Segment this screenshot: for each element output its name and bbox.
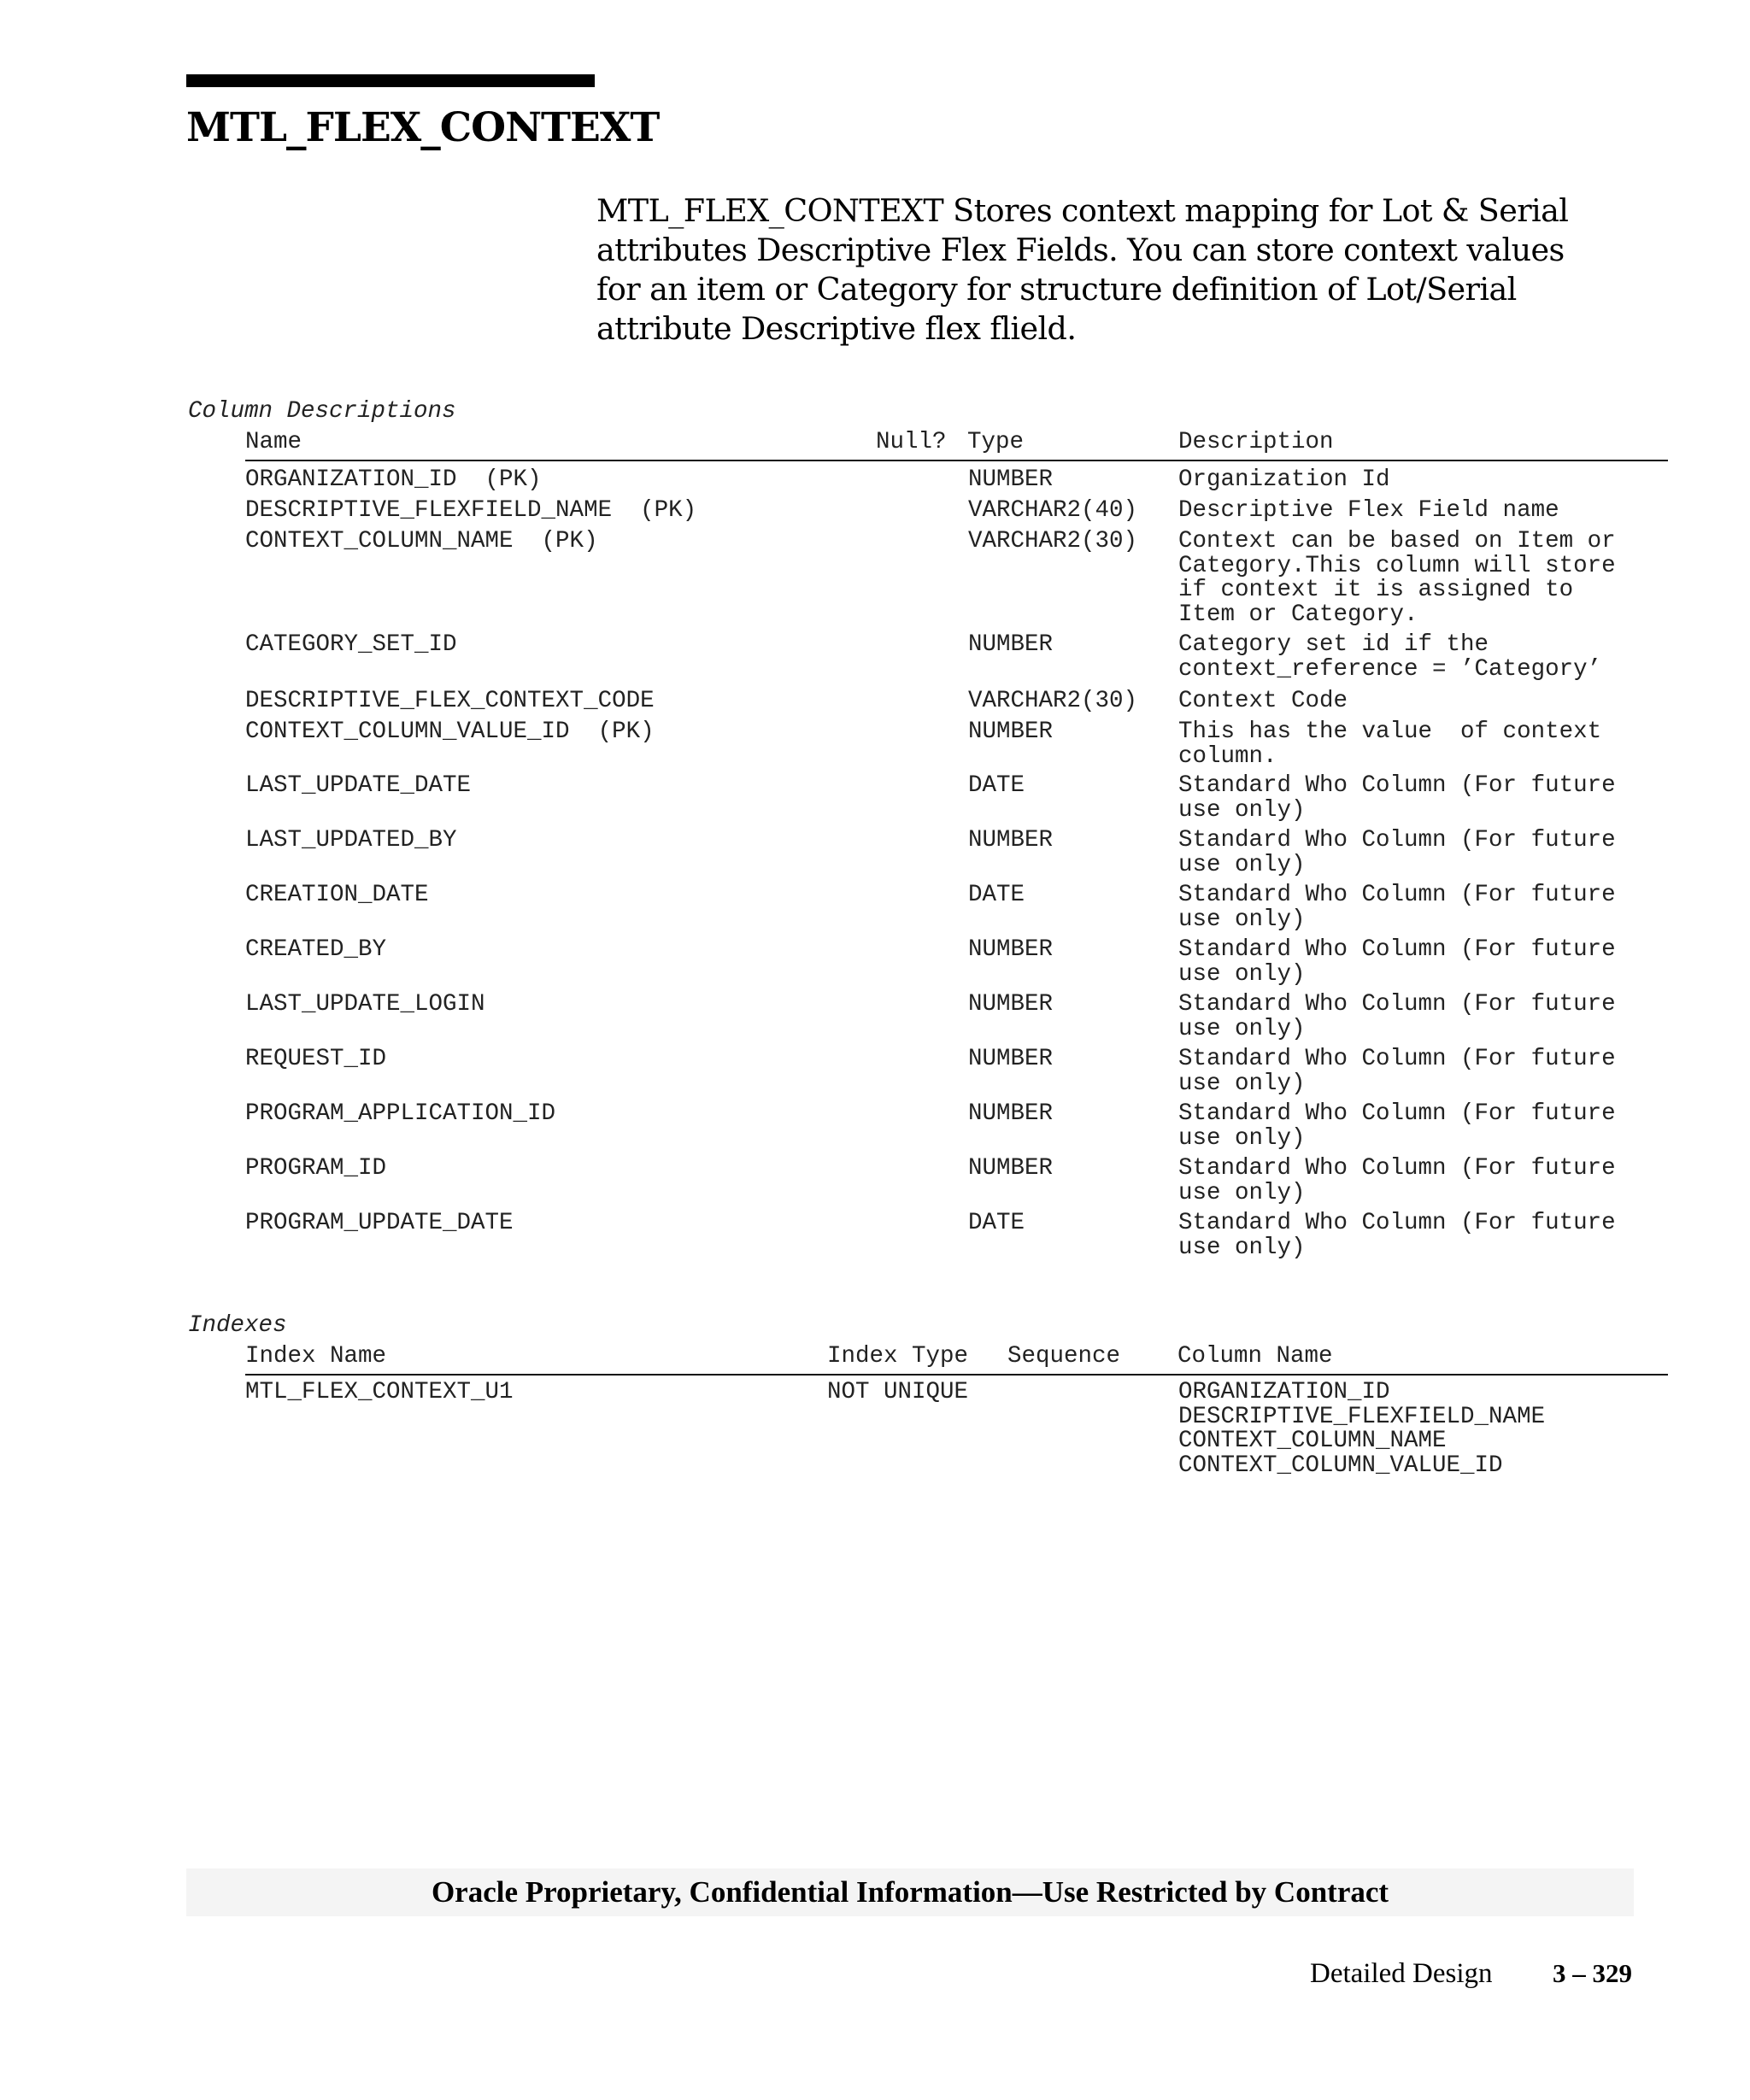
- column-name: ORGANIZATION_ID (PK): [245, 466, 542, 493]
- column-type: NUMBER: [968, 936, 1054, 963]
- header-index-type: Index Type: [827, 1343, 969, 1370]
- column-type: VARCHAR2(30): [968, 688, 1138, 714]
- index-column-name: CONTEXT_COLUMN_VALUE_ID: [1178, 1452, 1503, 1479]
- column-name: CONTEXT_COLUMN_VALUE_ID (PK): [245, 719, 655, 745]
- column-description: Standard Who Column (For future use only): [1178, 882, 1616, 933]
- column-descriptions-title: Column Descriptions: [188, 398, 456, 425]
- column-type: NUMBER: [968, 1046, 1054, 1072]
- page-number: 3 – 329: [1553, 1958, 1632, 1988]
- column-type: NUMBER: [968, 991, 1054, 1018]
- column-type: NUMBER: [968, 466, 1054, 493]
- column-name: DESCRIPTIVE_FLEXFIELD_NAME (PK): [245, 497, 697, 524]
- column-name: LAST_UPDATE_DATE: [245, 772, 472, 799]
- column-name: DESCRIPTIVE_FLEX_CONTEXT_CODE: [245, 688, 655, 714]
- index-name: MTL_FLEX_CONTEXT_U1: [245, 1379, 514, 1405]
- column-type: NUMBER: [968, 827, 1054, 853]
- confidentiality-banner: [186, 1868, 1634, 1916]
- column-description: Category set id if the context_reference = ’Category’: [1178, 631, 1602, 683]
- column-description: Standard Who Column (For future use only): [1178, 1210, 1616, 1261]
- column-name: PROGRAM_ID: [245, 1155, 387, 1182]
- column-type: DATE: [968, 1210, 1025, 1236]
- header-null: Null?: [876, 429, 947, 455]
- column-description: This has the value of context column.: [1178, 719, 1602, 770]
- index-column-name: CONTEXT_COLUMN_NAME: [1178, 1428, 1447, 1454]
- column-name: REQUEST_ID: [245, 1046, 387, 1072]
- column-description: Context Code: [1178, 688, 1348, 714]
- column-description: Standard Who Column (For future use only): [1178, 827, 1616, 878]
- column-description: Standard Who Column (For future use only): [1178, 1155, 1616, 1206]
- column-description: Standard Who Column (For future use only): [1178, 1046, 1616, 1097]
- column-type: NUMBER: [968, 1100, 1054, 1127]
- column-type: NUMBER: [968, 631, 1054, 658]
- column-type: VARCHAR2(30): [968, 528, 1138, 554]
- header-index-name: Index Name: [245, 1343, 387, 1370]
- footer-section-name: Detailed Design: [1310, 1958, 1493, 1989]
- column-description: Descriptive Flex Field name: [1178, 497, 1559, 524]
- column-name: CREATED_BY: [245, 936, 387, 963]
- column-description: Standard Who Column (For future use only): [1178, 772, 1616, 824]
- column-name: CONTEXT_COLUMN_NAME (PK): [245, 528, 598, 554]
- index-column-name: DESCRIPTIVE_FLEXFIELD_NAME: [1178, 1403, 1546, 1430]
- index-type: NOT UNIQUE: [827, 1379, 969, 1405]
- indexes-header: [245, 1343, 1668, 1376]
- top-rule: [186, 74, 595, 87]
- column-type: DATE: [968, 882, 1025, 908]
- indexes-title: Indexes: [188, 1312, 287, 1339]
- column-description: Standard Who Column (For future use only): [1178, 991, 1616, 1042]
- page-title: MTL_FLEX_CONTEXT: [186, 104, 660, 151]
- header-description: Description: [1178, 429, 1334, 455]
- column-type: VARCHAR2(40): [968, 497, 1138, 524]
- header-column-name: Column Name: [1177, 1343, 1333, 1370]
- column-name: LAST_UPDATED_BY: [245, 827, 457, 853]
- confidentiality-notice: Oracle Proprietary, Confidential Information––Use Restricted by Contract: [431, 1875, 1389, 1909]
- column-description: Standard Who Column (For future use only): [1178, 936, 1616, 988]
- header-sequence: Sequence: [1007, 1343, 1121, 1370]
- header-type: Type: [967, 429, 1025, 455]
- column-description: Organization Id: [1178, 466, 1390, 493]
- header-name: Name: [245, 429, 302, 455]
- column-name: CREATION_DATE: [245, 882, 429, 908]
- table-description: MTL_FLEX_CONTEXT Stores context mapping for Lot & Serial attributes Descriptive Flex Fields. You can store context values for an item or Category for structure definition of Lot/Serial attribute Descriptive flex flield.: [596, 192, 1569, 347]
- column-type: NUMBER: [968, 719, 1054, 745]
- column-description: Context can be based on Item or Category.This column will store if context it is assigned to Item or Category.: [1178, 528, 1616, 628]
- column-name: CATEGORY_SET_ID: [245, 631, 457, 658]
- column-name: PROGRAM_UPDATE_DATE: [245, 1210, 514, 1236]
- column-description: Standard Who Column (For future use only): [1178, 1100, 1616, 1152]
- column-type: DATE: [968, 772, 1025, 799]
- column-descriptions-header: [245, 429, 1668, 461]
- index-column-name: ORGANIZATION_ID: [1178, 1379, 1390, 1405]
- column-type: NUMBER: [968, 1155, 1054, 1182]
- column-name: PROGRAM_APPLICATION_ID: [245, 1100, 556, 1127]
- column-name: LAST_UPDATE_LOGIN: [245, 991, 485, 1018]
